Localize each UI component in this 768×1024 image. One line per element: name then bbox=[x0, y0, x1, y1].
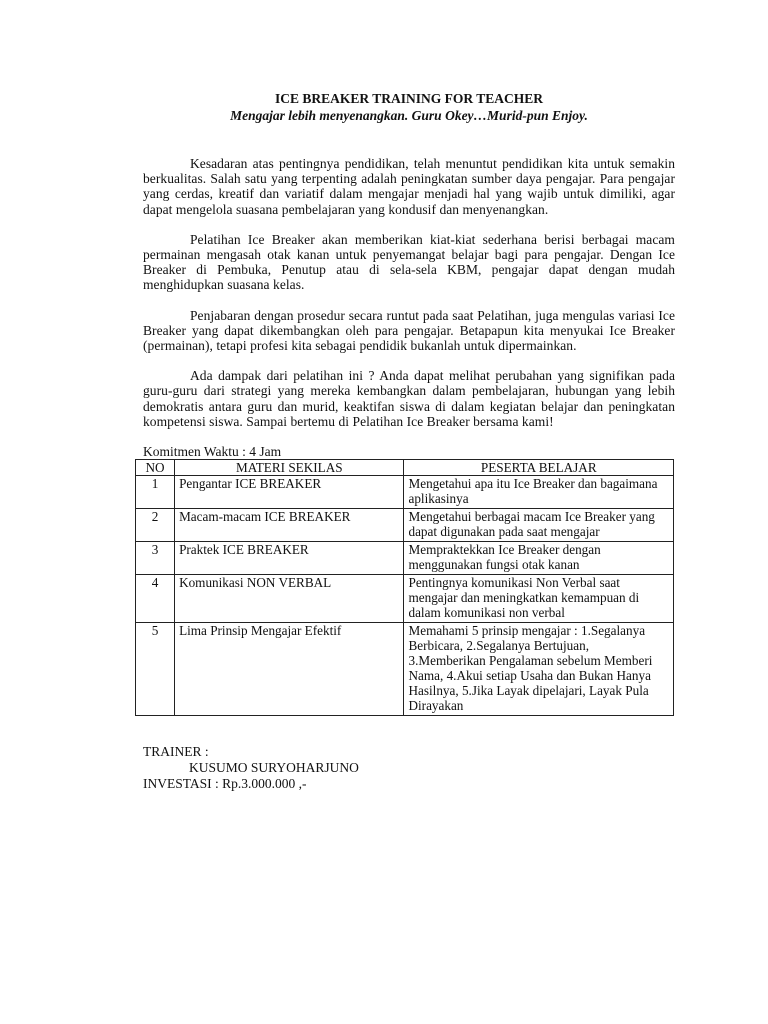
row-materi: Macam-macam ICE BREAKER bbox=[175, 509, 404, 542]
investment-price: INVESTASI : Rp.3.000.000 ,- bbox=[143, 776, 307, 792]
footer-block bbox=[143, 744, 675, 792]
row-peserta: Mempraktekkan Ice Breaker dengan menggunakan fungsi otak kanan bbox=[404, 542, 674, 575]
table-header-row bbox=[136, 460, 674, 476]
row-peserta: Memahami 5 prinsip mengajar : 1.Segalanya Berbicara, 2.Segalanya Bertujuan, 3.Memberikan Pengalaman sebelum Memberi Nama, 4.Akui setiap Usaha dan Bukan Hanya Hasilnya, 5.Jika Layak dipelajari, Layak Pula Dirayakan bbox=[404, 623, 674, 716]
paragraph-1: Kesadaran atas pentingnya pendidikan, telah menuntut pendidikan kita untuk semakin berkualitas. Salah satu yang terpenting adalah peningkatan sumber daya pengajar. Para pengajar yang cerdas, kreatif dan variatif dalam mengajar menjadi hal yang wajib untuk dimiliki, agar dapat mengelola suasana pembelajaran yang kondusif dan menyenangkan. bbox=[143, 156, 675, 217]
trainer-name: KUSUMO SURYOHARJUNO bbox=[189, 760, 359, 776]
document-title: ICE BREAKER TRAINING FOR TEACHER bbox=[274, 91, 544, 106]
table-row bbox=[136, 476, 674, 509]
row-materi: Praktek ICE BREAKER bbox=[175, 542, 404, 575]
row-peserta: Pentingnya komunikasi Non Verbal saat mengajar dan meningkatkan kemampuan di dalam komunikasi non verbal bbox=[404, 575, 674, 623]
row-materi: Lima Prinsip Mengajar Efektif bbox=[175, 623, 404, 716]
table-row bbox=[136, 623, 674, 716]
paragraph-3: Penjabaran dengan prosedur secara runtut pada saat Pelatihan, juga mengulas variasi Ice Breaker yang dapat dikembangkan oleh para pengajar. Betapapun kita menyukai Ice Breaker (permainan), tetapi profesi kita sebagai pendidik bukanlah untuk dipermainkan. bbox=[143, 307, 675, 354]
paragraph-2: Pelatihan Ice Breaker akan memberikan kiat-kiat sederhana berisi berbagai macam permainan mengasah otak kanan untuk penyemangat belajar bagi para pengajar. Dengan Ice Breaker di Pembuka, Penutup atau di sela-sela KBM, pengajar dapat dengan mudah menghidupkan suasana kelas. bbox=[143, 231, 675, 293]
row-no: 3 bbox=[136, 542, 175, 575]
commitment-time: Komitmen Waktu : 4 Jam bbox=[143, 444, 282, 460]
header-no: NO bbox=[136, 460, 175, 476]
document-page bbox=[143, 90, 675, 792]
header-materi: MATERI SEKILAS bbox=[175, 460, 404, 476]
curriculum-table bbox=[135, 459, 674, 716]
paragraph-4: Ada dampak dari pelatihan ini ? Anda dapat melihat perubahan yang signifikan pada guru-guru dari strategi yang mereka kembangkan dalam pembelajaran, hubungan yang lebih demokratis antara guru dan murid, keaktifan siswa di dalam kegiatan belajar dan peningkatan kompetensi siswa. Sampai bertemu di Pelatihan Ice Breaker bersama kami! bbox=[143, 368, 675, 429]
document-subtitle: Mengajar lebih menyenangkan. Guru Okey…Murid-pun Enjoy. bbox=[230, 108, 588, 123]
row-peserta: Mengetahui berbagai macam Ice Breaker yang dapat digunakan pada saat mengajar bbox=[404, 509, 674, 542]
trainer-label: TRAINER : bbox=[143, 744, 209, 760]
header-peserta: PESERTA BELAJAR bbox=[404, 460, 674, 476]
row-peserta: Mengetahui apa itu Ice Breaker dan bagaimana aplikasinya bbox=[404, 476, 674, 509]
row-no: 5 bbox=[136, 623, 175, 716]
table-row bbox=[136, 575, 674, 623]
row-no: 2 bbox=[136, 509, 175, 542]
row-no: 4 bbox=[136, 575, 175, 623]
row-materi: Pengantar ICE BREAKER bbox=[175, 476, 404, 509]
table-row bbox=[136, 509, 674, 542]
table-row bbox=[136, 542, 674, 575]
row-materi: Komunikasi NON VERBAL bbox=[175, 575, 404, 623]
row-no: 1 bbox=[136, 476, 175, 509]
